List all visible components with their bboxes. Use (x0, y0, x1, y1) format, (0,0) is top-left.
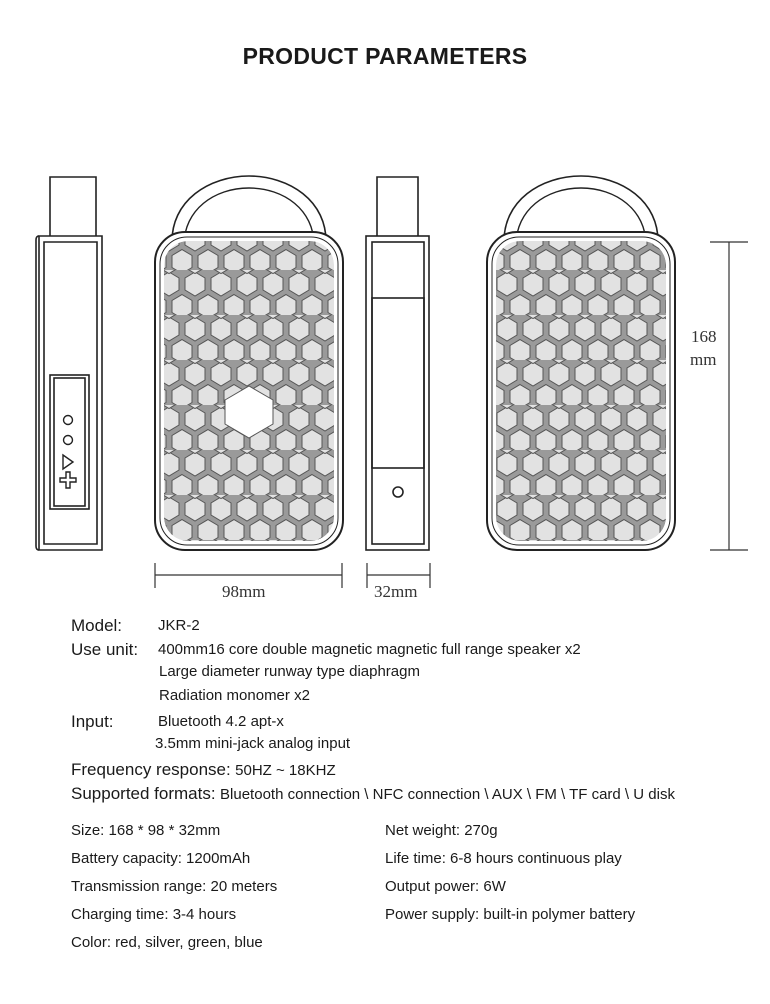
frequency-label: Frequency response: (71, 760, 231, 779)
speaker-side-right (366, 177, 429, 550)
frequency-value: 50HZ ~ 18KHZ (235, 762, 336, 779)
model-label: Model: (71, 616, 123, 635)
input-label: Input: (71, 712, 114, 731)
height-dimension-unit: mm (690, 350, 717, 369)
spec-charging: Charging time: 3-4 hours (71, 906, 237, 923)
spec-size: Size: 168 * 98 * 32mm (71, 822, 221, 839)
formats-label: Supported formats: (71, 784, 216, 803)
use-unit-label: Use unit: (71, 640, 139, 659)
spec-battery: Battery capacity: 1200mAh (71, 850, 251, 867)
speaker-side-left (36, 177, 102, 550)
use-unit-line: Large diameter runway type diaphragm (159, 663, 420, 680)
spec-life-time: Life time: 6-8 hours continuous play (385, 850, 622, 867)
speaker-back (487, 176, 675, 550)
formats-row (71, 784, 675, 804)
frequency-row (71, 760, 336, 780)
input-line: 3.5mm mini-jack analog input (155, 735, 351, 752)
spec-weight: Net weight: 270g (385, 822, 498, 839)
width-dimension-label: 98mm (222, 582, 266, 601)
input-line: Bluetooth 4.2 apt-x (158, 713, 284, 730)
depth-dimension-label: 32mm (374, 582, 418, 601)
spec-power-supply: Power supply: built-in polymer battery (385, 906, 636, 923)
page-title: PRODUCT PARAMETERS (242, 43, 528, 69)
speaker-front (155, 176, 343, 550)
height-dimension-value: 168 (691, 327, 717, 346)
spec-range: Transmission range: 20 meters (71, 878, 278, 895)
model-value: JKR-2 (158, 617, 200, 634)
use-unit-line: 400mm16 core double magnetic magnetic full range speaker x2 (158, 641, 581, 658)
spec-output-power: Output power: 6W (385, 878, 506, 895)
use-unit-line: Radiation monomer x2 (159, 687, 310, 704)
formats-value: Bluetooth connection \ NFC connection \ AUX \ FM \ TF card \ U disk (220, 786, 675, 803)
spec-color: Color: red, silver, green, blue (71, 934, 263, 951)
